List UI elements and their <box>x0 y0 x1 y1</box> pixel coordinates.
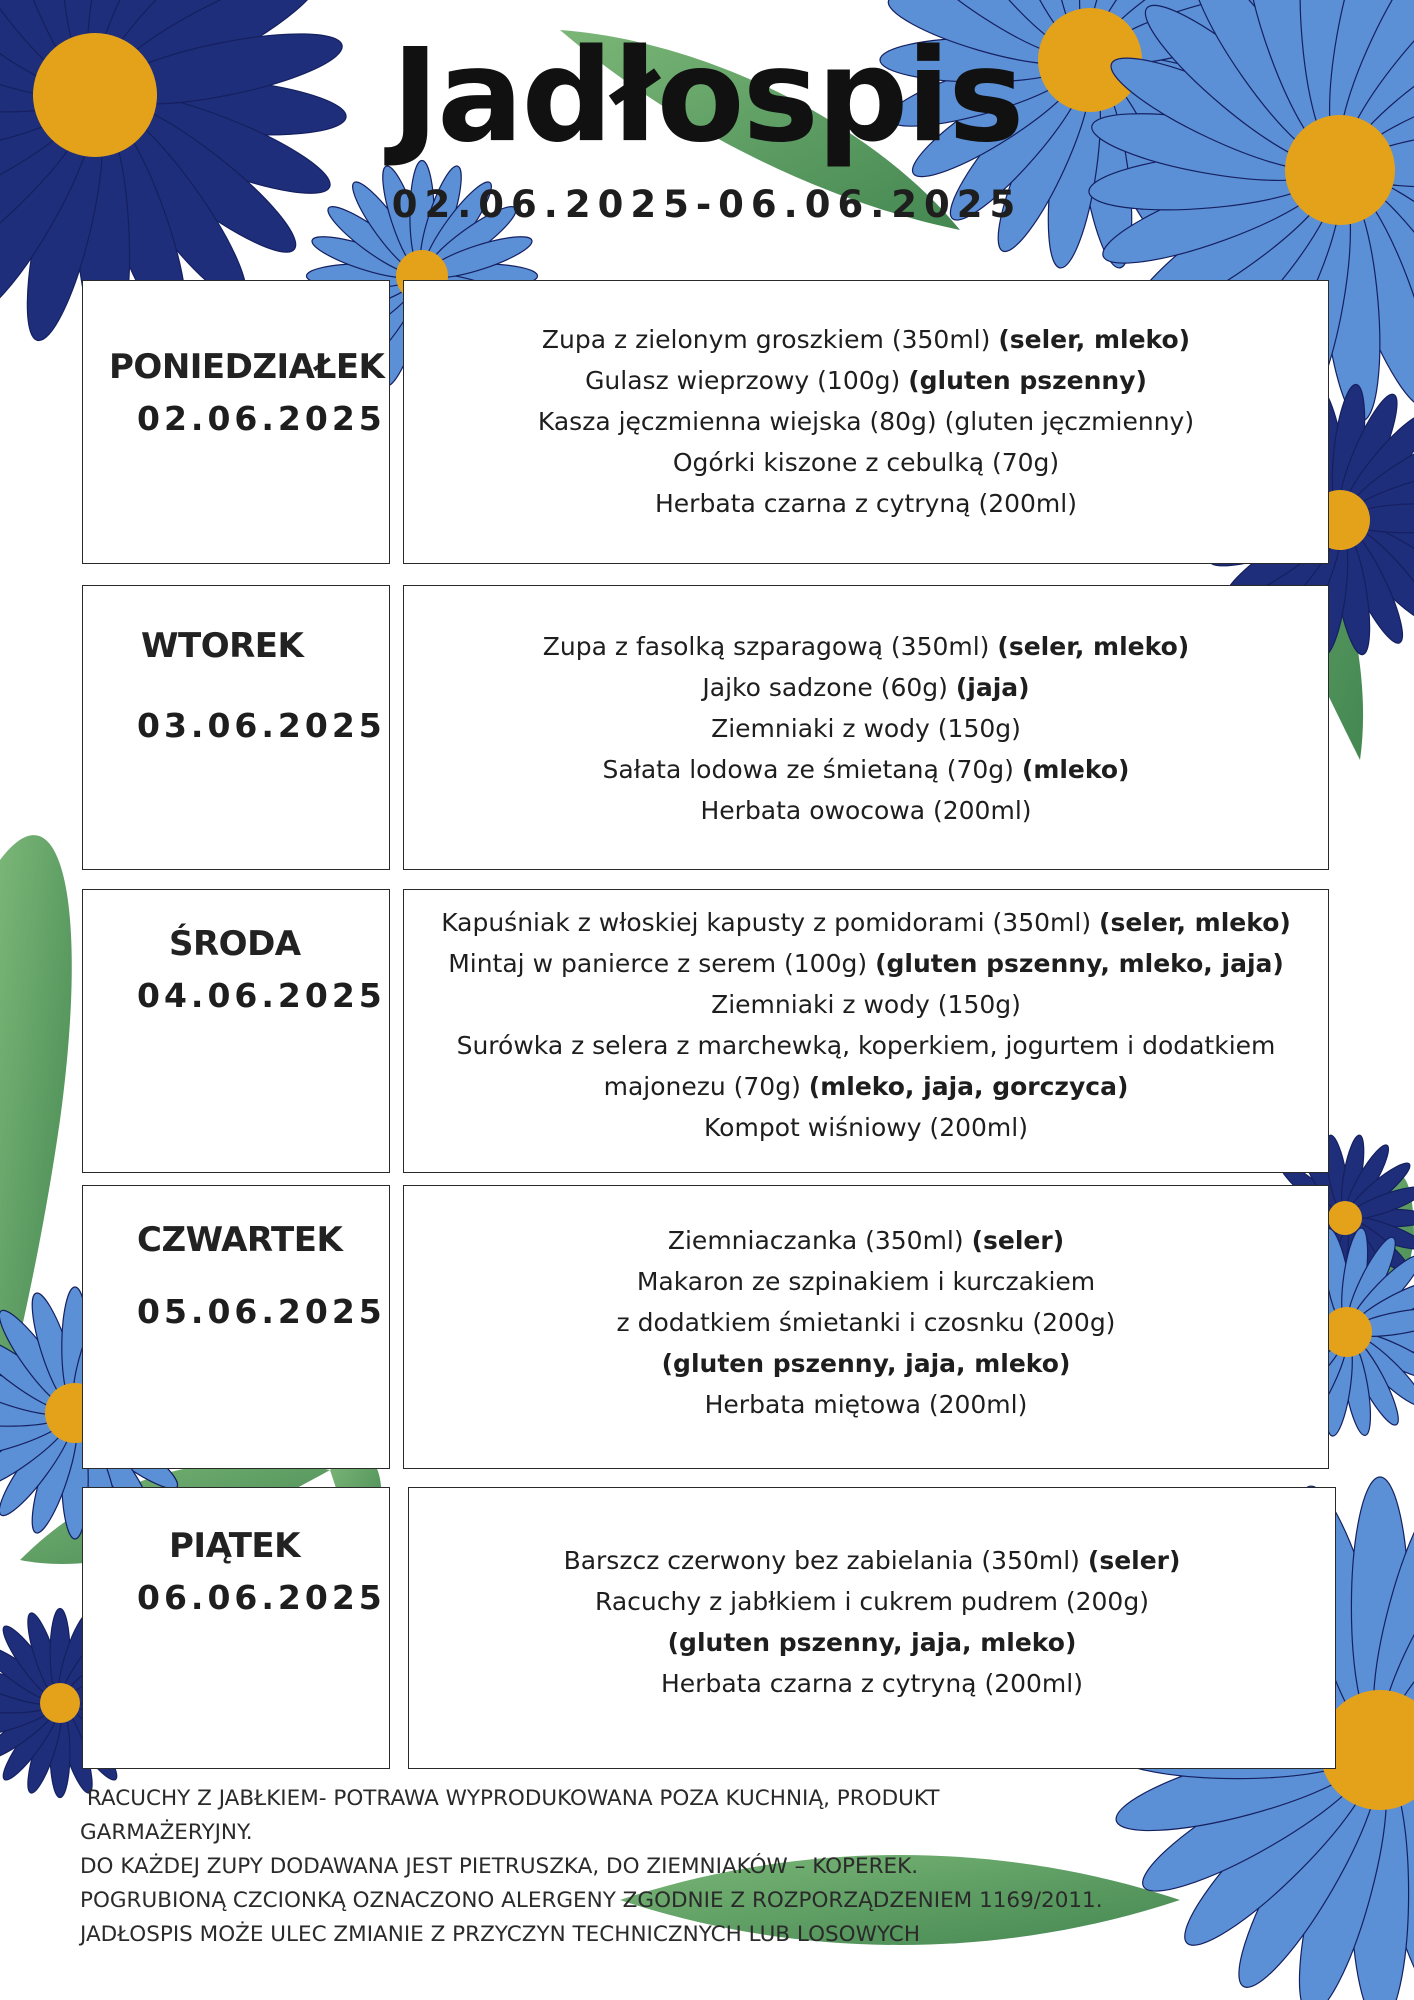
menu-item: Makaron ze szpinakiem i kurczakiem <box>636 1267 1096 1296</box>
day-box-monday <box>82 280 390 564</box>
day-date: 04.06.2025 <box>137 976 386 1015</box>
menu-box-tuesday <box>403 585 1329 870</box>
menu-item: Ziemniaki z wody (150g) <box>711 714 1021 743</box>
menu-box-thursday <box>403 1185 1329 1469</box>
note-line: POGRUBIONĄ CZCIONKĄ OZNACZONO ALERGENY ZGODNIE Z ROZPORZĄDZENIEM 1169/2011. <box>80 1888 1103 1913</box>
menu-item: Herbata owocowa (200ml) <box>700 796 1032 825</box>
menu-item: Ziemniaczanka (350ml) (seler) <box>667 1226 1065 1255</box>
menu-item: Gulasz wieprzowy (100g) (gluten pszenny) <box>585 366 1147 395</box>
menu-list <box>404 626 1328 831</box>
day-name: CZWARTEK <box>137 1220 343 1260</box>
note-line: JADŁOSPIS MOŻE ULEC ZMIANIE Z PRZYCZYN TECHNICZNYCH LUB LOSOWYCH <box>80 1922 920 1947</box>
note-line: RACUCHY Z JABŁKIEM- POTRAWA WYPRODUKOWANA POZA KUCHNIĄ, PRODUKT <box>80 1786 940 1811</box>
note-line: GARMAŻERYJNY. <box>80 1820 253 1845</box>
day-date: 05.06.2025 <box>137 1292 386 1331</box>
day-box-friday <box>82 1487 390 1769</box>
menu-list <box>404 902 1328 1148</box>
menu-item: Kompot wiśniowy (200ml) <box>704 1113 1028 1142</box>
menu-list <box>409 1540 1335 1704</box>
menu-item: Kasza jęczmienna wiejska (80g) (gluten jęczmienny) <box>537 407 1195 436</box>
day-date: 03.06.2025 <box>137 706 386 745</box>
date-range: 02.06.2025-06.06.2025 <box>391 183 1023 226</box>
day-box-tuesday <box>82 585 390 870</box>
day-date: 02.06.2025 <box>137 399 386 438</box>
menu-item: Barszcz czerwony bez zabielania (350ml) (seler) <box>563 1546 1181 1575</box>
day-box-wednesday <box>82 889 390 1173</box>
note-line: DO KAŻDEJ ZUPY DODAWANA JEST PIETRUSZKA, DO ZIEMNIAKÓW – KOPEREK. <box>80 1854 919 1879</box>
menu-item: Herbata miętowa (200ml) <box>704 1390 1028 1419</box>
menu-box-wednesday <box>403 889 1329 1173</box>
day-date: 06.06.2025 <box>137 1578 386 1617</box>
menu-item: Kapuśniak z włoskiej kapusty z pomidorami (350ml) (seler, mleko) <box>441 908 1291 937</box>
menu-item: z dodatkiem śmietanki i czosnku (200g) <box>616 1308 1116 1337</box>
footer-notes <box>80 1782 1300 1952</box>
menu-item: majonezu (70g) (mleko, jaja, gorczyca) <box>603 1072 1129 1101</box>
menu-item: Surówka z selera z marchewką, koperkiem, jogurtem i dodatkiem <box>456 1031 1276 1060</box>
menu-item: Sałata lodowa ze śmietaną (70g) (mleko) <box>602 755 1130 784</box>
page-title: Jadłospis <box>391 22 1023 171</box>
menu-box-monday <box>403 280 1329 564</box>
flower-center <box>1328 1201 1362 1235</box>
menu-list <box>404 319 1328 524</box>
menu-item: Ogórki kiszone z cebulką (70g) <box>672 448 1060 477</box>
menu-item: Jajko sadzone (60g) (jaja) <box>702 673 1030 702</box>
menu-item: Zupa z zielonym groszkiem (350ml) (seler, mleko) <box>541 325 1191 354</box>
day-name: ŚRODA <box>169 924 301 964</box>
menu-item: Herbata czarna z cytryną (200ml) <box>655 489 1077 518</box>
menu-item: (gluten pszenny, jaja, mleko) <box>667 1628 1077 1657</box>
flower-center <box>40 1683 80 1723</box>
menu-list <box>404 1220 1328 1425</box>
menu-item: Herbata czarna z cytryną (200ml) <box>661 1669 1083 1698</box>
menu-box-friday <box>408 1487 1336 1769</box>
day-name: WTOREK <box>141 626 304 666</box>
menu-item: Zupa z fasolką szparagową (350ml) (seler, mleko) <box>542 632 1190 661</box>
day-box-thursday <box>82 1185 390 1469</box>
menu-item: (gluten pszenny, jaja, mleko) <box>661 1349 1071 1378</box>
day-name: PONIEDZIAŁEK <box>109 347 385 387</box>
menu-item: Racuchy z jabłkiem i cukrem pudrem (200g) <box>595 1587 1149 1616</box>
menu-item: Ziemniaki z wody (150g) <box>711 990 1021 1019</box>
day-name: PIĄTEK <box>169 1526 301 1566</box>
menu-item: Mintaj w panierce z serem (100g) (gluten pszenny, mleko, jaja) <box>448 949 1284 978</box>
